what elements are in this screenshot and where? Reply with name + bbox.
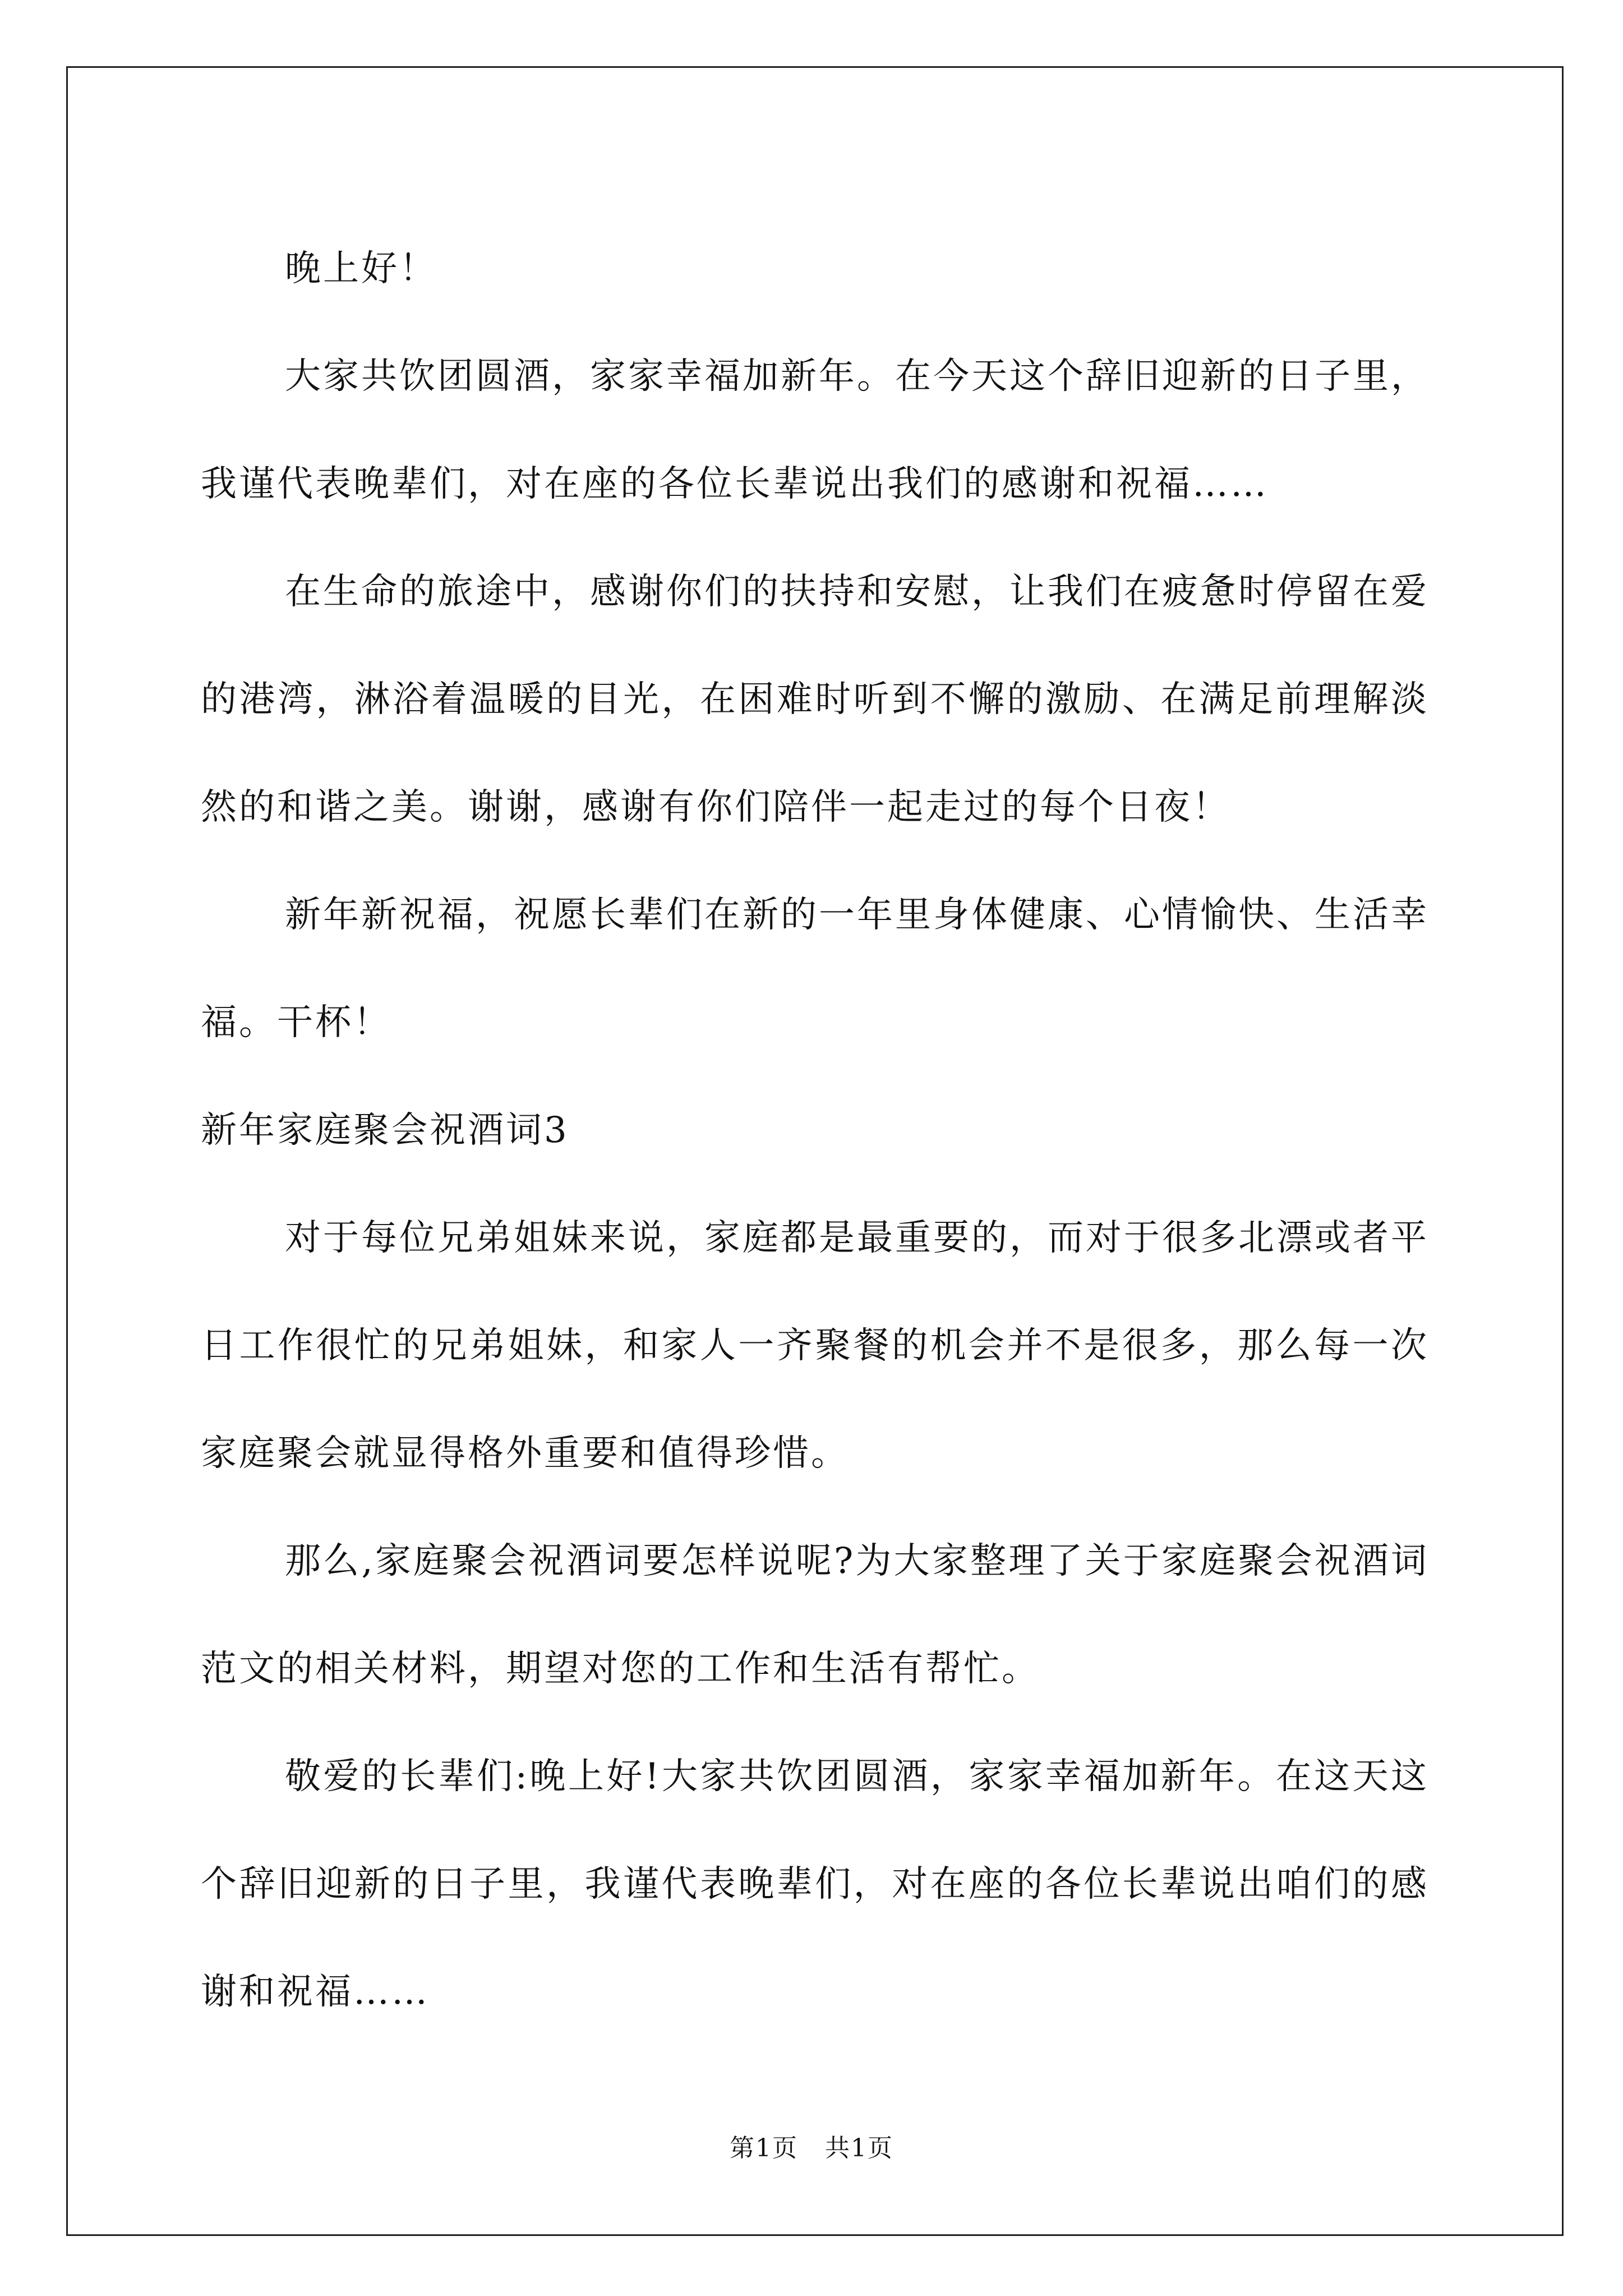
- body-paragraph: 对于每位兄弟姐妹来说，家庭都是最重要的，而对于很多北漂或者平日工作很忙的兄弟姐妹，和家人一齐聚餐的机会并不是很多，那么每一次家庭聚会就显得格外重要和值得珍惜。: [201, 1217, 1429, 1474]
- document-body: [201, 215, 1429, 2046]
- body-paragraph: 在生命的旅途中，感谢你们的扶持和安慰，让我们在疲惫时停留在爱的港湾，淋浴着温暖的目光，在困难时听到不懈的激励、在满足前理解淡然的和谐之美。谢谢，感谢有你们陪伴一起走过的每个日夜！: [201, 571, 1429, 828]
- section-heading: 新年家庭聚会祝酒词3: [201, 1110, 569, 1151]
- page-number: 第1页: [730, 2134, 799, 2162]
- page-footer: [0, 2132, 1623, 2165]
- page-total: 共1页: [824, 2134, 893, 2162]
- body-paragraph: 那么,家庭聚会祝酒词要怎样说呢?为大家整理了关于家庭聚会祝酒词范文的相关材料，期望对您的工作和生活有帮忙。: [201, 1540, 1429, 1690]
- body-paragraph: 大家共饮团圆酒，家家幸福加新年。在今天这个辞旧迎新的日子里，我谨代表晚辈们，对在座的各位长辈说出我们的感谢和祝福……: [201, 356, 1429, 505]
- body-paragraph: 敬爱的长辈们:晚上好!大家共饮团圆酒，家家幸福加新年。在这天这个辞旧迎新的日子里，我谨代表晚辈们，对在座的各位长辈说出咱们的感谢和祝福……: [201, 1756, 1429, 2013]
- body-paragraph: 新年新祝福，祝愿长辈们在新的一年里身体健康、心情愉快、生活幸福。干杯！: [201, 894, 1429, 1043]
- greeting-paragraph: 晚上好！: [285, 248, 437, 289]
